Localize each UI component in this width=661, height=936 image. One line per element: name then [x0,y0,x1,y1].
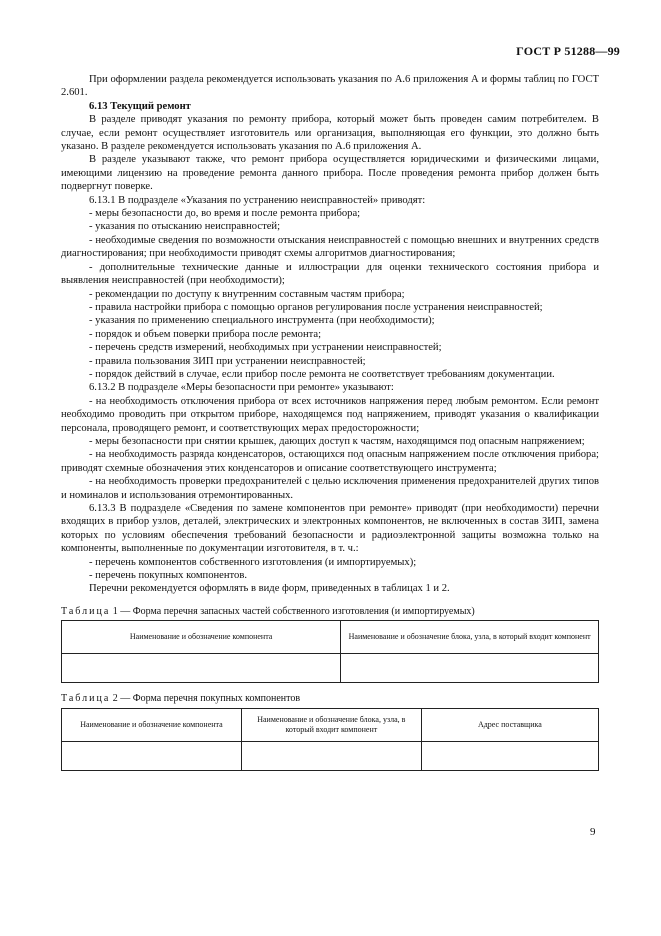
list-item: - на необходимость проверки предохранителей с целью исключения применения предохранителей других типов и номиналов и использования отремонтированных. [61,476,599,501]
subsection-6-13-1: 6.13.1 В подразделе «Указания по устранению неисправностей» приводят: [89,194,426,206]
list-item: - меры безопасности при снятии крышек, дающих доступ к частям, находящимся под опасным напряжением; [89,435,585,447]
list-item: - перечень средств измерений, необходимых при устранении неисправностей; [89,342,442,354]
table-1 [61,620,599,683]
column-header: Наименование и обозначение блока, узла, в который входит компонент [241,708,421,741]
list-item: - на необходимость отключения прибора от всех источников напряжения перед любым ремонтом. Если ремонт необходимо проводить при открытом приборе, находящемся под напряжением, приводят указания о квалификации персонала, проводящего ремонт, и соответствующих мерах предосторожности; [61,395,599,434]
table-row [62,654,599,683]
subsection-6-13-3: 6.13.3 В подразделе «Сведения по замене компонентов при ремонте» приводят (при необходимости) перечни входящих в прибор узлов, деталей, электрических и электронных компонентов, не включенных в состав ЗИП, замена которых по условиям обеспечения требований безопасности и радиоэлектронной защиты возможна только на компоненты, выполненные по документации изготовителя, в т. ч.: [61,503,599,555]
list-item: - перечень покупных компонентов. [89,570,247,582]
column-header: Адрес поставщика [421,708,598,741]
list-item: - правила настройки прибора с помощью органов регулирования после устранения неисправностей; [89,301,543,313]
table-header-row [62,708,599,741]
standard-header: ГОСТ Р 51288—99 [516,44,620,58]
table-cell [62,741,242,770]
paragraph: Перечни рекомендуется оформлять в виде форм, приведенных в таблицах 1 и 2. [89,583,450,595]
table-caption-text: 2 — Форма перечня покупных компонентов [110,693,301,705]
list-item: - указания по применению специального инструмента (при необходимости); [89,315,435,327]
table-cell [421,741,598,770]
list-item: - на необходимость разряда конденсаторов, остающихся под опасным напряжением после отключения прибора; приводят схемные обозначения этих конденсаторов и описание соответствующего инструмента; [61,449,599,474]
table-2-caption [61,692,599,705]
table-label: Таблица [61,605,111,617]
paragraph: При оформлении раздела рекомендуется использовать указания по А.6 приложения А и формы таблиц по ГОСТ 2.601. [61,74,599,99]
list-item: - рекомендации по доступу к внутренним составным частям прибора; [89,288,405,300]
list-item: - необходимые сведения по возможности отыскания неисправностей с помощью внешних и внутренних средств диагностирования; при необходимости приводят схемы алгоритмов диагностирования; [61,234,599,260]
column-header: Наименование и обозначение компонента [62,708,242,741]
column-header: Наименование и обозначение компонента [62,621,341,654]
table-header-row [62,621,599,654]
section-heading-6-13: 6.13 Текущий ремонт [89,100,191,112]
table-cell [341,654,599,683]
table-1-caption [61,605,599,618]
list-item: - дополнительные технические данные и иллюстрации для оценки технического состояния прибора и выявления неисправностей (при необходимости); [61,261,599,287]
list-item: - перечень компонентов собственного изготовления (и импортируемых); [89,556,417,568]
page-number: 9 [590,826,596,838]
table-row [62,741,599,770]
paragraph: В разделе приводят указания по ремонту прибора, который может быть проведен самим потребителем. В случае, если ремонт осуществляет изготовитель или организация, выполняющая его функции, это должно быть указано. В разделе рекомендуется использовать указания по А.6 приложения А. [61,114,599,153]
table-cell [241,741,421,770]
list-item: - меры безопасности до, во время и после ремонта прибора; [89,208,361,220]
subsection-6-13-2: 6.13.2 В подразделе «Меры безопасности при ремонте» указывают: [89,382,394,394]
list-item: - правила пользования ЗИП при устранении неисправностей; [89,355,366,367]
table-label: Таблица [61,693,111,705]
table-caption-text: 1 — Форма перечня запасных частей собственного изготовления (и импортируемых) [110,605,475,617]
table-cell [62,654,341,683]
body-text [61,73,599,771]
list-item: - порядок действий в случае, если прибор после ремонта не соответствует требованиям документации. [89,368,555,380]
list-item: - указания по отысканию неисправностей; [89,221,281,233]
column-header: Наименование и обозначение блока, узла, в который входит компонент [341,621,599,654]
table-2 [61,708,599,771]
list-item: - порядок и объем поверки прибора после ремонта; [89,328,322,340]
paragraph: В разделе указывают также, что ремонт прибора осуществляется юридическими и физическими лицами, имеющими лицензию на проведение ремонта данного прибора. После проведения ремонта прибор должен быть подвергнут поверке. [61,154,599,193]
